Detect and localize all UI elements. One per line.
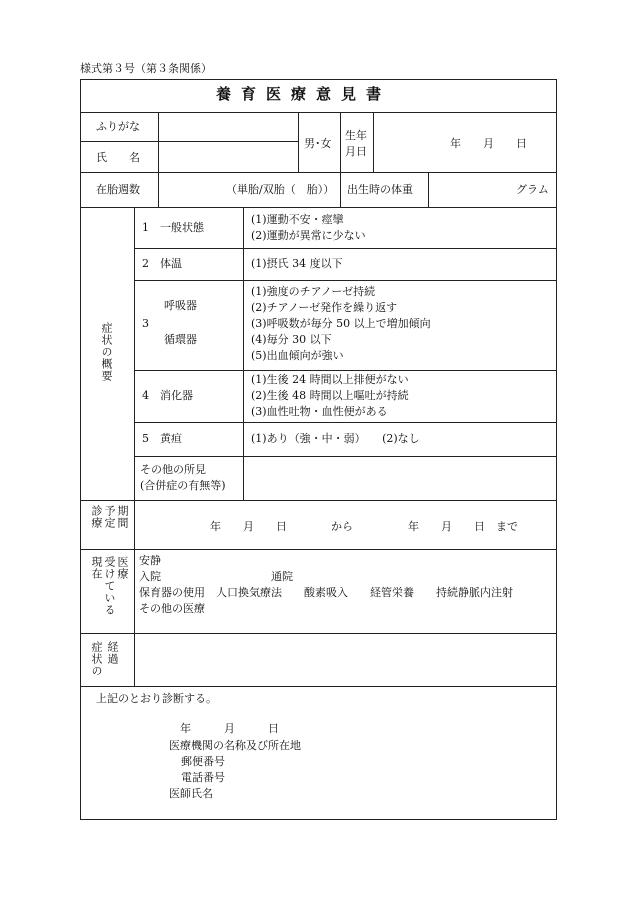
gestation-label: 在胎週数 — [96, 183, 140, 196]
symptom-resp-item[interactable]: (3)呼吸数が毎分 50 以上で増加傾向 — [251, 317, 431, 330]
symptom-general-item[interactable]: (1)運動不安・痙攣 — [251, 213, 344, 226]
symptom-general-item[interactable]: (2)運動が異常に少ない — [251, 229, 366, 242]
symptom-resp-item[interactable]: (1)強度のチアノーゼ持続 — [251, 285, 376, 298]
course-field[interactable] — [136, 635, 554, 684]
birthdate-field[interactable]: 年 月 日 — [450, 137, 527, 150]
symptom-other-field[interactable] — [245, 458, 555, 498]
care-option-list[interactable]: 保育器の使用 人口換気療法 酸素吸入 経管栄養 持続静脈内注射 — [139, 586, 513, 599]
symptom-jaundice-label: 5 黄疸 — [142, 432, 182, 445]
period-label-col: 期間 — [116, 505, 129, 529]
care-option-other[interactable]: その他の医療 — [139, 602, 205, 615]
symptom-temp-label: 2 体温 — [142, 257, 182, 270]
course-label-col: 症状の — [90, 641, 103, 677]
name-label: 氏 名 — [96, 151, 140, 164]
doctor-name-label: 医師氏名 — [169, 787, 213, 800]
current-care-label-col: 現在 — [90, 556, 103, 580]
symptom-resp-item[interactable]: (2)チアノーゼ発作を繰り返す — [251, 301, 398, 314]
symptom-resp-item[interactable]: (5)出血傾向が強い — [251, 349, 344, 362]
gender-option[interactable]: 男･女 — [304, 137, 332, 150]
birth-weight-label: 出生時の体重 — [347, 183, 413, 196]
symptom-digest-item[interactable]: (1)生後 24 時間以上排便がない — [251, 373, 409, 386]
birthdate-label-2: 月日 — [345, 145, 367, 158]
symptom-digest-item[interactable]: (2)生後 48 時間以上嘔吐が持続 — [251, 389, 409, 402]
symptom-resp-label: 呼吸器 — [164, 299, 197, 312]
diagnosis-date-field[interactable]: 年 月 日 — [180, 722, 279, 735]
symptom-other-label: その他の所見 — [140, 463, 206, 476]
form-title: 養育医療意見書 — [216, 85, 392, 103]
form-number-label: 様式第３号（第３条関係） — [80, 62, 212, 75]
symptom-other-label-sub: (合併症の有無等) — [140, 479, 226, 492]
symptom-general-label: 1 一般状態 — [142, 221, 204, 234]
period-label-col: 診療 — [90, 505, 103, 529]
period-field[interactable]: 年 月 日 から 年 月 日 まで — [210, 520, 518, 533]
course-label-col: 経過 — [106, 641, 119, 665]
symptom-jaundice-item[interactable]: (1)あり（強・中・弱） (2)なし — [251, 432, 420, 445]
symptom-temp-item[interactable]: (1)摂氏 34 度以下 — [251, 257, 343, 270]
care-option-rest[interactable]: 安静 — [139, 554, 161, 567]
name-field[interactable] — [160, 143, 296, 170]
symptom-circ-label: 循環器 — [164, 333, 197, 346]
symptom-resp-item[interactable]: (4)毎分 30 以下 — [251, 333, 332, 346]
period-label-col: 予定 — [103, 505, 116, 529]
symptom-resp-number: 3 — [142, 317, 149, 330]
symptom-digest-item[interactable]: (3)血性吐物・血性便がある — [251, 405, 388, 418]
birth-weight-unit: グラム — [516, 183, 549, 196]
birthdate-label-1: 生年 — [345, 129, 367, 142]
current-care-label-col: 医療 — [116, 556, 129, 580]
gestation-field[interactable]: （単胎/双胎（ 胎）） — [226, 183, 335, 196]
furigana-field[interactable] — [160, 114, 296, 140]
care-option-admission[interactable]: 入院 通院 — [139, 570, 293, 583]
diagnosis-statement: 上記のとおり診断する。 — [96, 692, 217, 705]
current-care-label-col: 受けている — [103, 556, 116, 616]
symptom-digest-label: 4 消化器 — [142, 389, 193, 402]
furigana-label: ふりがな — [96, 120, 140, 133]
symptoms-section-label: 症状の概要 — [100, 322, 113, 382]
phone-label: 電話番号 — [181, 771, 225, 784]
postal-code-label: 郵便番号 — [181, 755, 225, 768]
institution-label: 医療機関の名称及び所在地 — [169, 739, 301, 752]
